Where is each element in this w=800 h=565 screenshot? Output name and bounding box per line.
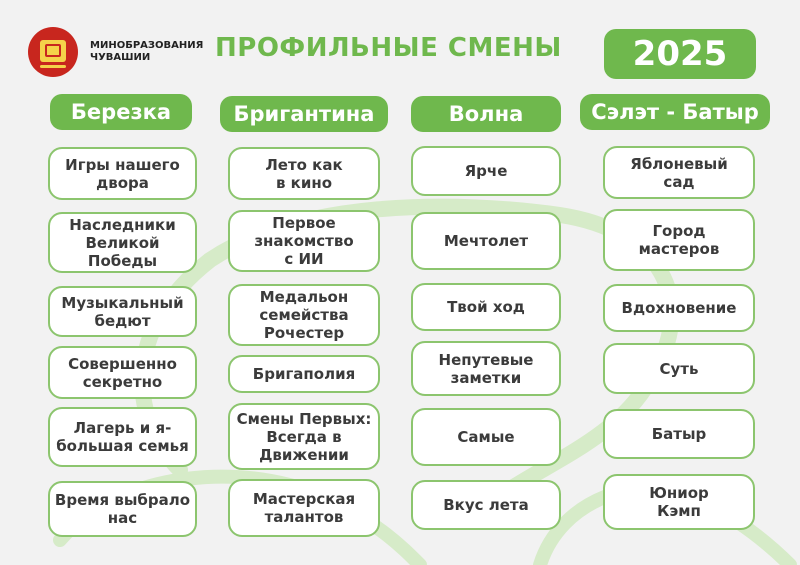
logo-stripe — [40, 65, 66, 68]
ministry-line-1: МИНОБРАЗОВАНИЯ — [90, 40, 204, 51]
shift-card: Батыр — [603, 409, 755, 459]
shift-card: Лето как в кино — [228, 147, 380, 200]
column-header-volna: Волна — [411, 96, 561, 132]
shift-card: Время выбрало нас — [48, 481, 197, 537]
shift-card: Бригаполия — [228, 355, 380, 393]
shift-card: Музыкальный бедют — [48, 286, 197, 337]
shift-card: Смены Первых: Всегда в Движении — [228, 403, 380, 470]
year-badge: 2025 — [604, 29, 756, 79]
shift-card: Вкус лета — [411, 480, 561, 530]
shift-card: Наследники Великой Победы — [48, 212, 197, 273]
shift-card: Яблоневый сад — [603, 146, 755, 199]
shift-card: Мастерская талантов — [228, 479, 380, 537]
shift-card: Ярче — [411, 146, 561, 196]
page-title: ПРОФИЛЬНЫЕ СМЕНЫ — [215, 33, 562, 63]
shift-card: Лагерь и я- большая семья — [48, 407, 197, 467]
ministry-name — [90, 40, 203, 64]
book-icon — [40, 40, 66, 62]
shift-card: Самые — [411, 408, 561, 466]
shift-card: Первое знакомство с ИИ — [228, 210, 380, 272]
shift-card: Игры нашего двора — [48, 147, 197, 200]
column-header-berezka: Березка — [50, 94, 192, 130]
shift-card: Непутевые заметки — [411, 341, 561, 396]
column-header-selet-batyr: Сэлэт - Батыр — [580, 94, 770, 130]
shift-card: Медальон семейства Рочестер — [228, 284, 380, 346]
shift-card: Город мастеров — [603, 209, 755, 271]
shift-card: Совершенно секретно — [48, 346, 197, 399]
shift-card: Суть — [603, 343, 755, 394]
ministry-line-2: ЧУВАШИИ — [90, 52, 151, 63]
ministry-logo — [28, 27, 78, 77]
shift-card: Твой ход — [411, 283, 561, 331]
shift-card: Мечтолет — [411, 212, 561, 270]
shift-card: Юниор Кэмп — [603, 474, 755, 530]
column-header-brigantina: Бригантина — [220, 96, 388, 132]
shift-card: Вдохновение — [603, 284, 755, 332]
